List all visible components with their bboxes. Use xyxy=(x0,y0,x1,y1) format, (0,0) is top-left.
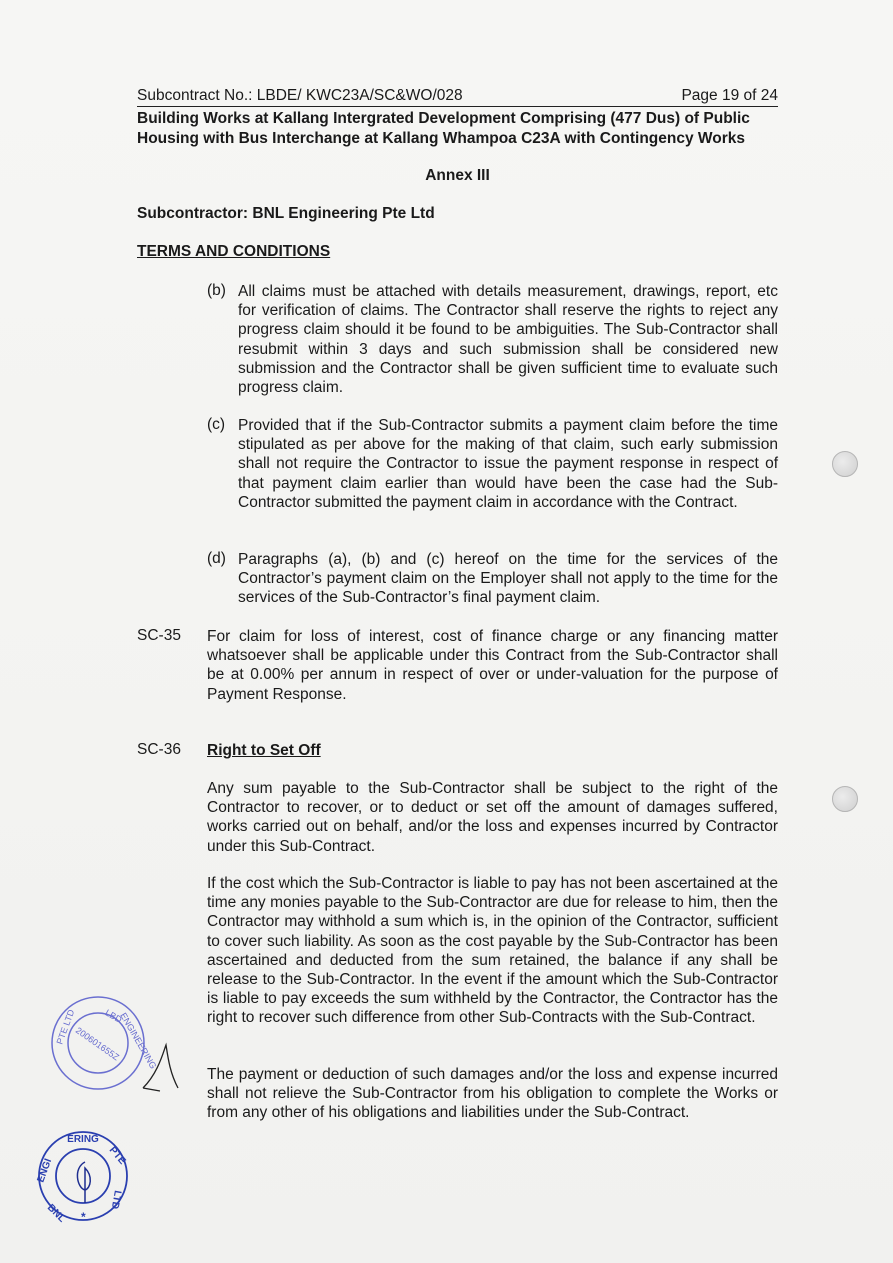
punch-hole xyxy=(832,786,858,812)
svg-text:ENGINEERING: ENGINEERING xyxy=(118,1011,159,1071)
item-letter: (b) xyxy=(207,282,226,299)
clause-number: SC-36 xyxy=(137,741,181,758)
item-text: Provided that if the Sub-Contractor submits a payment claim before the time stipulated as per above for the making of that claim, such early submission shall not require the Contractor to issue the payment response in respect of that payment claim earlier than would have been the case had the Sub-Contractor submitted the payment claim in accordance with the Contract. xyxy=(238,417,778,511)
svg-text:ENGI: ENGI xyxy=(35,1157,55,1185)
item-text: All claims must be attached with details measurement, drawings, report, etc for verification of claims. The Contractor shall reserve the rights to reject any progress claim should it be found to be ambiguities. The Sub-Contractor shall resubmit within 3 days and such submission shall be considered new submission and the Contractor shall be given sufficient time to evaluate such progress claim. xyxy=(238,283,778,397)
item-letter: (c) xyxy=(207,416,226,433)
clause-paragraph: If the cost which the Sub-Contractor is liable to pay has not been ascertained at the time any monies payable to the Sub-Contractor are due for release to him, then the Contractor may withhold a sum which is, in the opinion of the Contractor, sufficient to cover such liability. As soon as the cost payable by the Sub-Contractor has been ascertained and deducted from the sum retained, the balance if any shall be release to the Sub-Contractor. In the event if the amount which the Sub-Contractor is liable to pay exceeds the sum withheld by the Contractor, the Contractor has the right to recover such difference from other Sub-Contracts with the Sub-Contract. xyxy=(207,875,778,1027)
svg-text:PTE LTD: PTE LTD xyxy=(54,1008,77,1046)
bnl-company-stamp xyxy=(35,1128,135,1228)
item-text: Paragraphs (a), (b) and (c) hereof on the time for the services of the Contractor’s payment claim on the Employer shall not apply to the time for the services of the Sub-Contractor’s final payment claim. xyxy=(238,551,778,607)
subcontractor-name: Subcontractor: BNL Engineering Pte Ltd xyxy=(137,205,435,222)
svg-text:PTE: PTE xyxy=(106,1144,128,1167)
svg-text:200601655Z: 200601655Z xyxy=(73,1025,121,1063)
page-number: Page 19 of 24 xyxy=(681,87,778,104)
svg-text:*: * xyxy=(81,1210,86,1224)
clause-paragraph: Any sum payable to the Sub-Contractor shall be subject to the right of the Contractor to recover, or to deduct or set off the amount of damages suffered, works carried out on behalf, and/or the loss and expenses incurred by Contractor under this Sub-Contract. xyxy=(207,780,778,855)
svg-text:LBD: LBD xyxy=(103,1007,124,1025)
document-title: Building Works at Kallang Intergrated Development Comprising (477 Dus) of Public Housing with Bus Interchange at Kallang Whampoa C23A with Contingency Works xyxy=(137,110,750,147)
section-heading: TERMS AND CONDITIONS xyxy=(137,243,331,260)
clause-paragraph: The payment or deduction of such damages and/or the loss and expense incurred shall not relieve the Sub-Contractor from his obligation to complete the Works or from any other of his obligations and liabilities under the Sub-Contract. xyxy=(207,1066,778,1122)
subcontract-number: Subcontract No.: LBDE/ KWC23A/SC&WO/028 xyxy=(137,87,463,104)
svg-text:ERING: ERING xyxy=(67,1134,99,1145)
annex-label: Annex III xyxy=(425,167,490,184)
clause-text: For claim for loss of interest, cost of finance charge or any financing matter whatsoever shall be applicable under this Contract from the Sub-Contractor shall be at 0.00% per annum in respect of over or under-valuation for the purpose of Payment Response. xyxy=(207,628,778,703)
clause-heading: Right to Set Off xyxy=(207,742,321,759)
punch-hole xyxy=(832,451,858,477)
lbd-company-stamp xyxy=(48,993,188,1103)
item-letter: (d) xyxy=(207,550,226,567)
clause-number: SC-35 xyxy=(137,627,181,644)
signature xyxy=(77,1162,90,1203)
svg-text:LTD: LTD xyxy=(108,1189,123,1210)
page-header xyxy=(137,87,778,107)
svg-text:BNL: BNL xyxy=(44,1202,68,1225)
